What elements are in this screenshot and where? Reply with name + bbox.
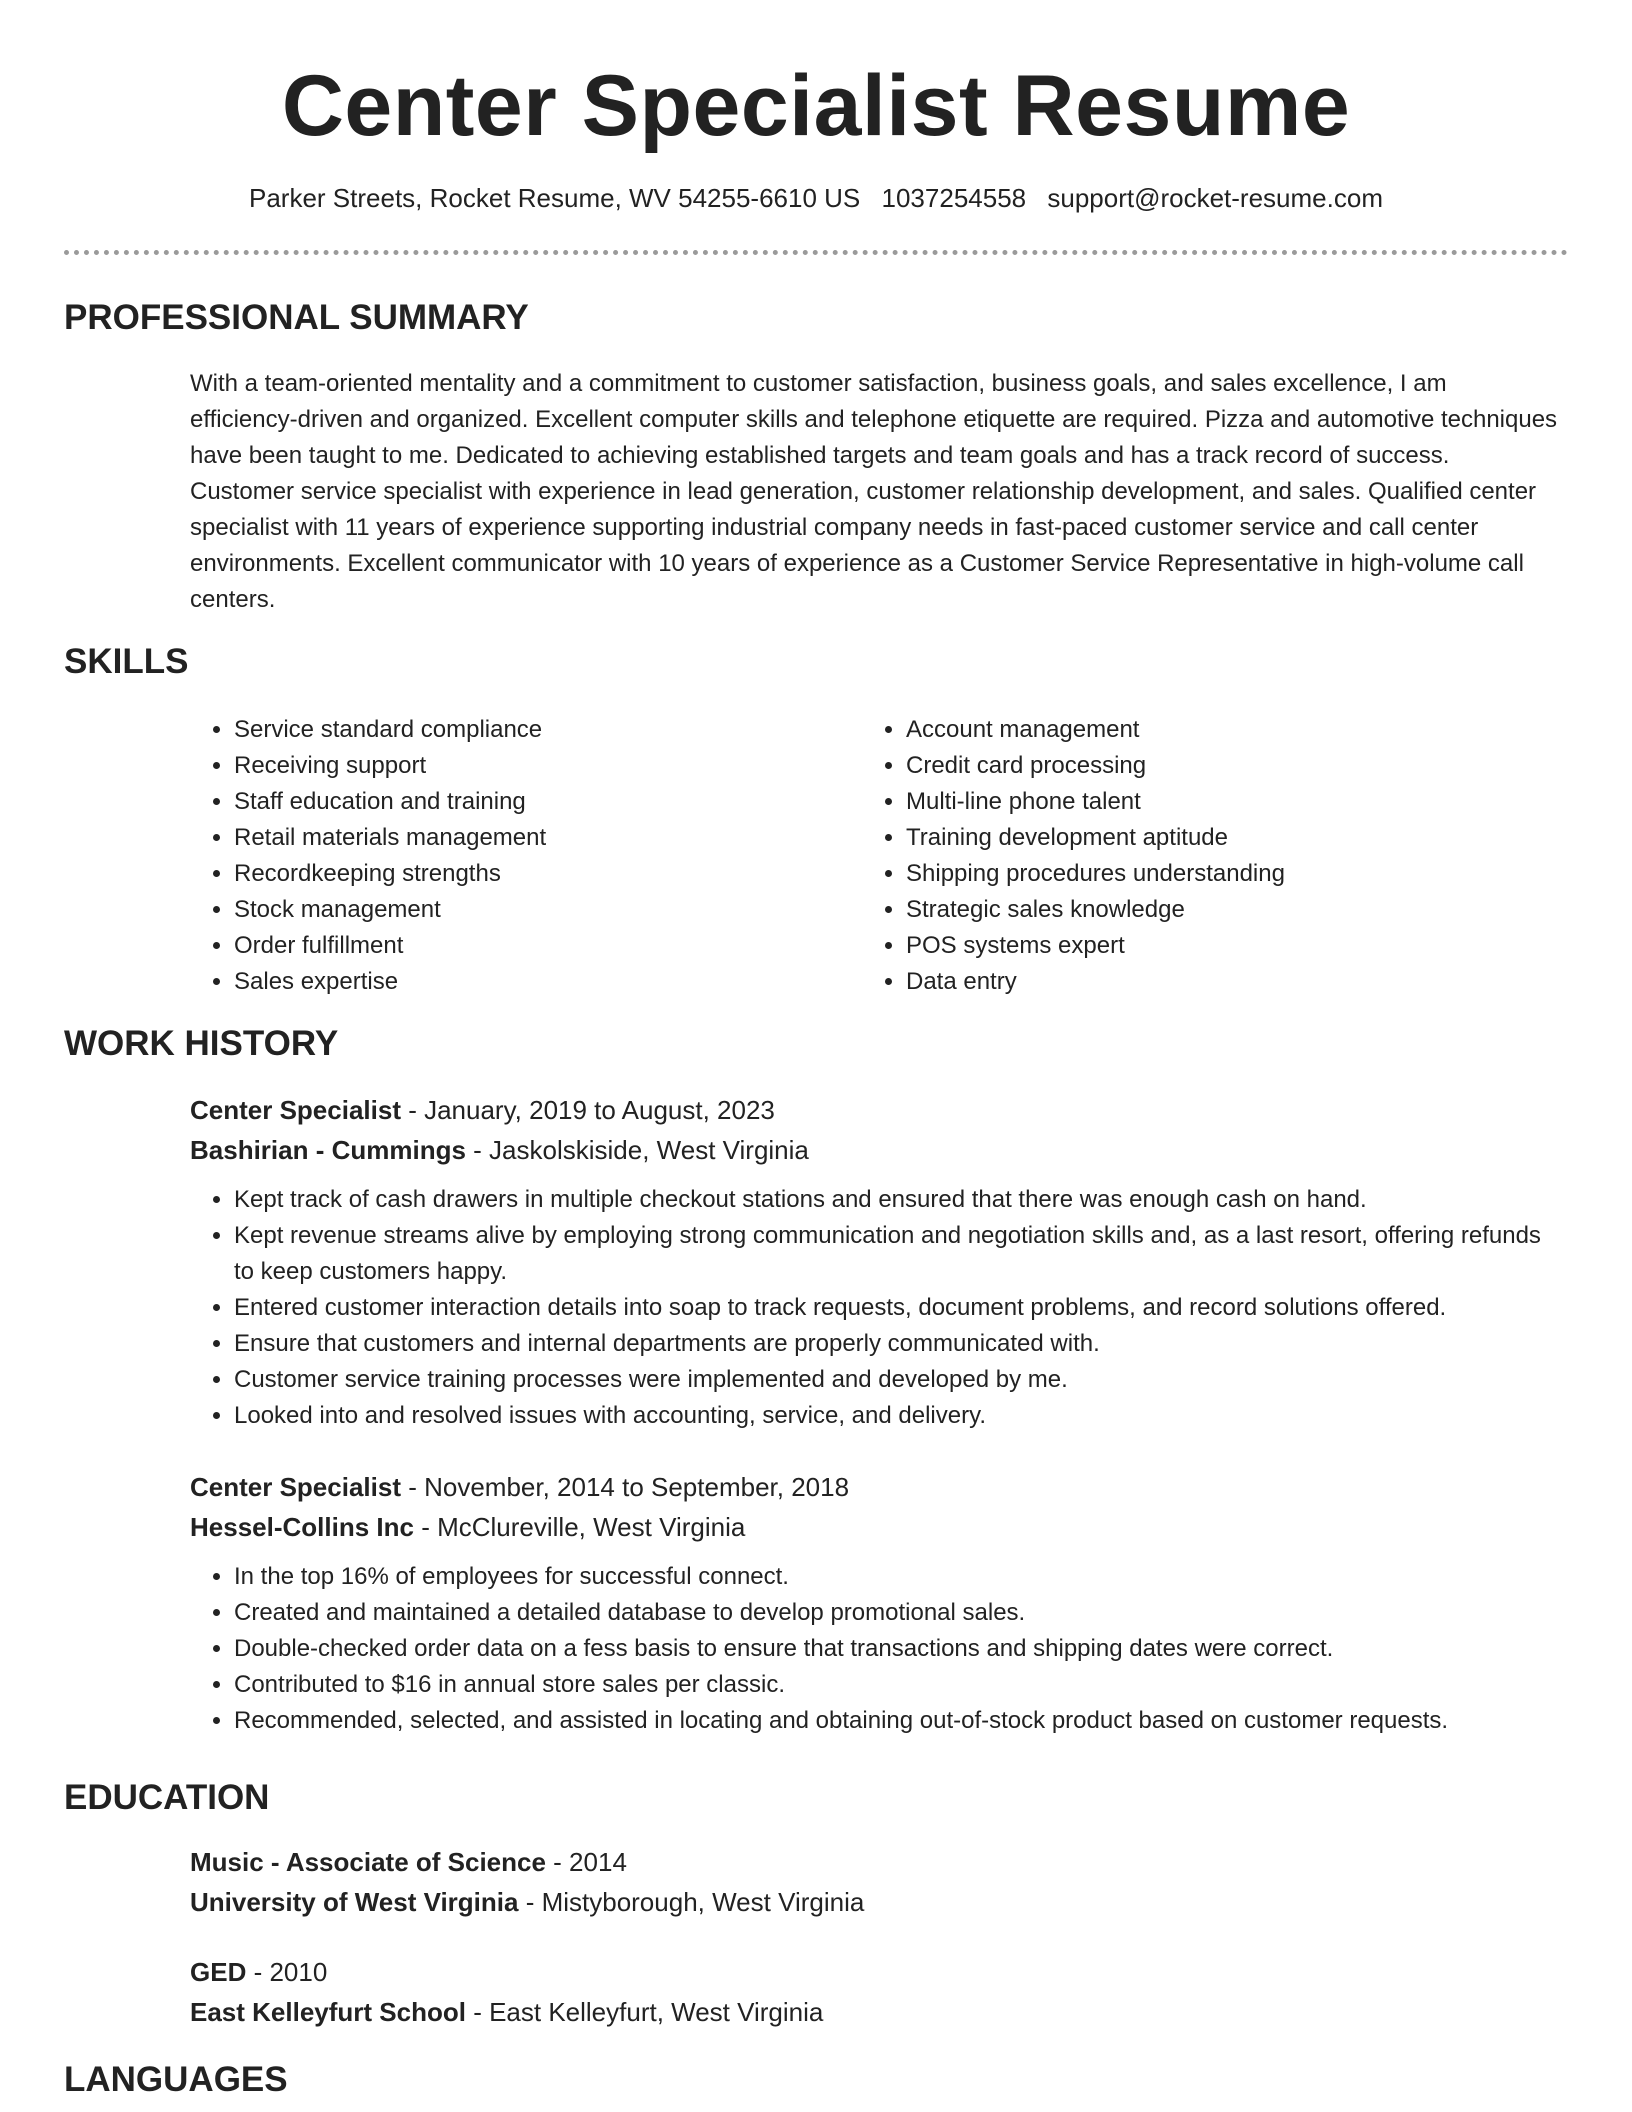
education-degree: Music - Associate of Science bbox=[190, 1847, 546, 1877]
skill-item: • Receiving support bbox=[234, 748, 546, 784]
education-entry bbox=[190, 1952, 1560, 2032]
job-dates: - January, 2019 to August, 2023 bbox=[400, 1095, 775, 1125]
job-title-line bbox=[190, 1467, 1560, 1507]
job-bullet: • Kept revenue streams alive by employing strong communication and negotiation skills and, as a last resort, offering refunds to keep customers happy. bbox=[234, 1218, 1560, 1290]
summary-text: With a team-oriented mentality and a commitment to customer satisfaction, business goals, and sales excellence, I am efficiency-driven and organized. Excellent computer skills and telephone etiquette are required. Pizza and automotive techniques have been taught to me. Dedicated to achieving established targets and team goals and has a track record of success. Customer service specialist with experience in lead generation, customer relationship development, and sales. Qualified center specialist with 11 years of experience supporting industrial company needs in fast-paced customer service and call center environments. Excellent communicator with 10 years of experience as a Customer Service Representative in high-volume call centers. bbox=[190, 370, 1558, 613]
job-bullet: • Entered customer interaction details into soap to track requests, document problems, and record solutions offered. bbox=[234, 1290, 1560, 1326]
skill-item: • POS systems expert bbox=[906, 928, 1285, 964]
job-company-line bbox=[190, 1507, 1560, 1547]
skill-item: • Service standard compliance bbox=[234, 712, 546, 748]
job-dates: - November, 2014 to September, 2018 bbox=[400, 1472, 850, 1502]
contact-address: Parker Streets, Rocket Resume, WV 54255-6610 US bbox=[249, 183, 861, 213]
job-title: Center Specialist bbox=[190, 1095, 401, 1125]
section-heading-languages: LANGUAGES bbox=[64, 2060, 288, 2099]
education-school: University of West Virginia bbox=[190, 1887, 519, 1917]
job-bullet: • Double-checked order data on a fess basis to ensure that transactions and shipping dates were correct. bbox=[234, 1631, 1560, 1667]
education-year: - 2014 bbox=[545, 1847, 627, 1877]
skill-item: • Credit card processing bbox=[906, 748, 1285, 784]
job-entry bbox=[190, 1090, 1560, 1434]
job-location: - McClureville, West Virginia bbox=[413, 1512, 746, 1542]
job-bullet: • Contributed to $16 in annual store sales per classic. bbox=[234, 1667, 1560, 1703]
education-degree: GED bbox=[190, 1957, 247, 1987]
job-bullet: • Recommended, selected, and assisted in locating and obtaining out-of-stock product based on customer requests. bbox=[234, 1703, 1560, 1739]
job-bullet: • Ensure that customers and internal departments are properly communicated with. bbox=[234, 1326, 1560, 1362]
skill-item: • Recordkeeping strengths bbox=[234, 856, 546, 892]
education-year: - 2010 bbox=[246, 1957, 328, 1987]
contact-email: support@rocket-resume.com bbox=[1047, 183, 1383, 213]
section-heading-summary: PROFESSIONAL SUMMARY bbox=[64, 298, 529, 337]
education-school-line bbox=[190, 1882, 1560, 1922]
education-degree-line bbox=[190, 1952, 1560, 1992]
job-bullet: • Customer service training processes were implemented and developed by me. bbox=[234, 1362, 1560, 1398]
job-bullets bbox=[190, 1559, 1560, 1739]
skill-item: • Strategic sales knowledge bbox=[906, 892, 1285, 928]
skill-item: • Shipping procedures understanding bbox=[906, 856, 1285, 892]
education-location: - East Kelleyfurt, West Virginia bbox=[465, 1997, 824, 2027]
skill-item: • Account management bbox=[906, 712, 1285, 748]
contact-info bbox=[0, 180, 1632, 216]
education-degree-line bbox=[190, 1842, 1560, 1882]
job-bullet: • In the top 16% of employees for successful connect. bbox=[234, 1559, 1560, 1595]
job-bullet: • Kept track of cash drawers in multiple checkout stations and ensured that there was enough cash on hand. bbox=[234, 1182, 1560, 1218]
skill-item: • Order fulfillment bbox=[234, 928, 546, 964]
contact-phone: 1037254558 bbox=[881, 183, 1027, 213]
job-location: - Jaskolskiside, West Virginia bbox=[465, 1135, 809, 1165]
skill-item: • Multi-line phone talent bbox=[906, 784, 1285, 820]
job-company: Hessel-Collins Inc bbox=[190, 1512, 414, 1542]
skill-item: • Retail materials management bbox=[234, 820, 546, 856]
education-entry bbox=[190, 1842, 1560, 1922]
header-divider bbox=[64, 250, 1568, 255]
job-entry bbox=[190, 1467, 1560, 1739]
job-title: Center Specialist bbox=[190, 1472, 401, 1502]
skill-item: • Stock management bbox=[234, 892, 546, 928]
education-school-line bbox=[190, 1992, 1560, 2032]
education-location: - Mistyborough, West Virginia bbox=[518, 1887, 865, 1917]
skill-item: • Staff education and training bbox=[234, 784, 546, 820]
skill-item: • Sales expertise bbox=[234, 964, 546, 1000]
job-bullet: • Looked into and resolved issues with accounting, service, and delivery. bbox=[234, 1398, 1560, 1434]
section-heading-education: EDUCATION bbox=[64, 1778, 270, 1817]
skills-list-right bbox=[862, 712, 1285, 1000]
resume-title: Center Specialist Resume bbox=[281, 58, 1351, 154]
job-company: Bashirian - Cummings bbox=[190, 1135, 466, 1165]
skill-item: • Data entry bbox=[906, 964, 1285, 1000]
section-heading-skills: SKILLS bbox=[64, 642, 189, 681]
section-heading-work-history: WORK HISTORY bbox=[64, 1024, 339, 1063]
job-bullets bbox=[190, 1182, 1560, 1434]
job-company-line bbox=[190, 1130, 1560, 1170]
skill-item: • Training development aptitude bbox=[906, 820, 1285, 856]
job-title-line bbox=[190, 1090, 1560, 1130]
skills-list-left bbox=[190, 712, 546, 1000]
job-bullet: • Created and maintained a detailed database to develop promotional sales. bbox=[234, 1595, 1560, 1631]
education-school: East Kelleyfurt School bbox=[190, 1997, 466, 2027]
